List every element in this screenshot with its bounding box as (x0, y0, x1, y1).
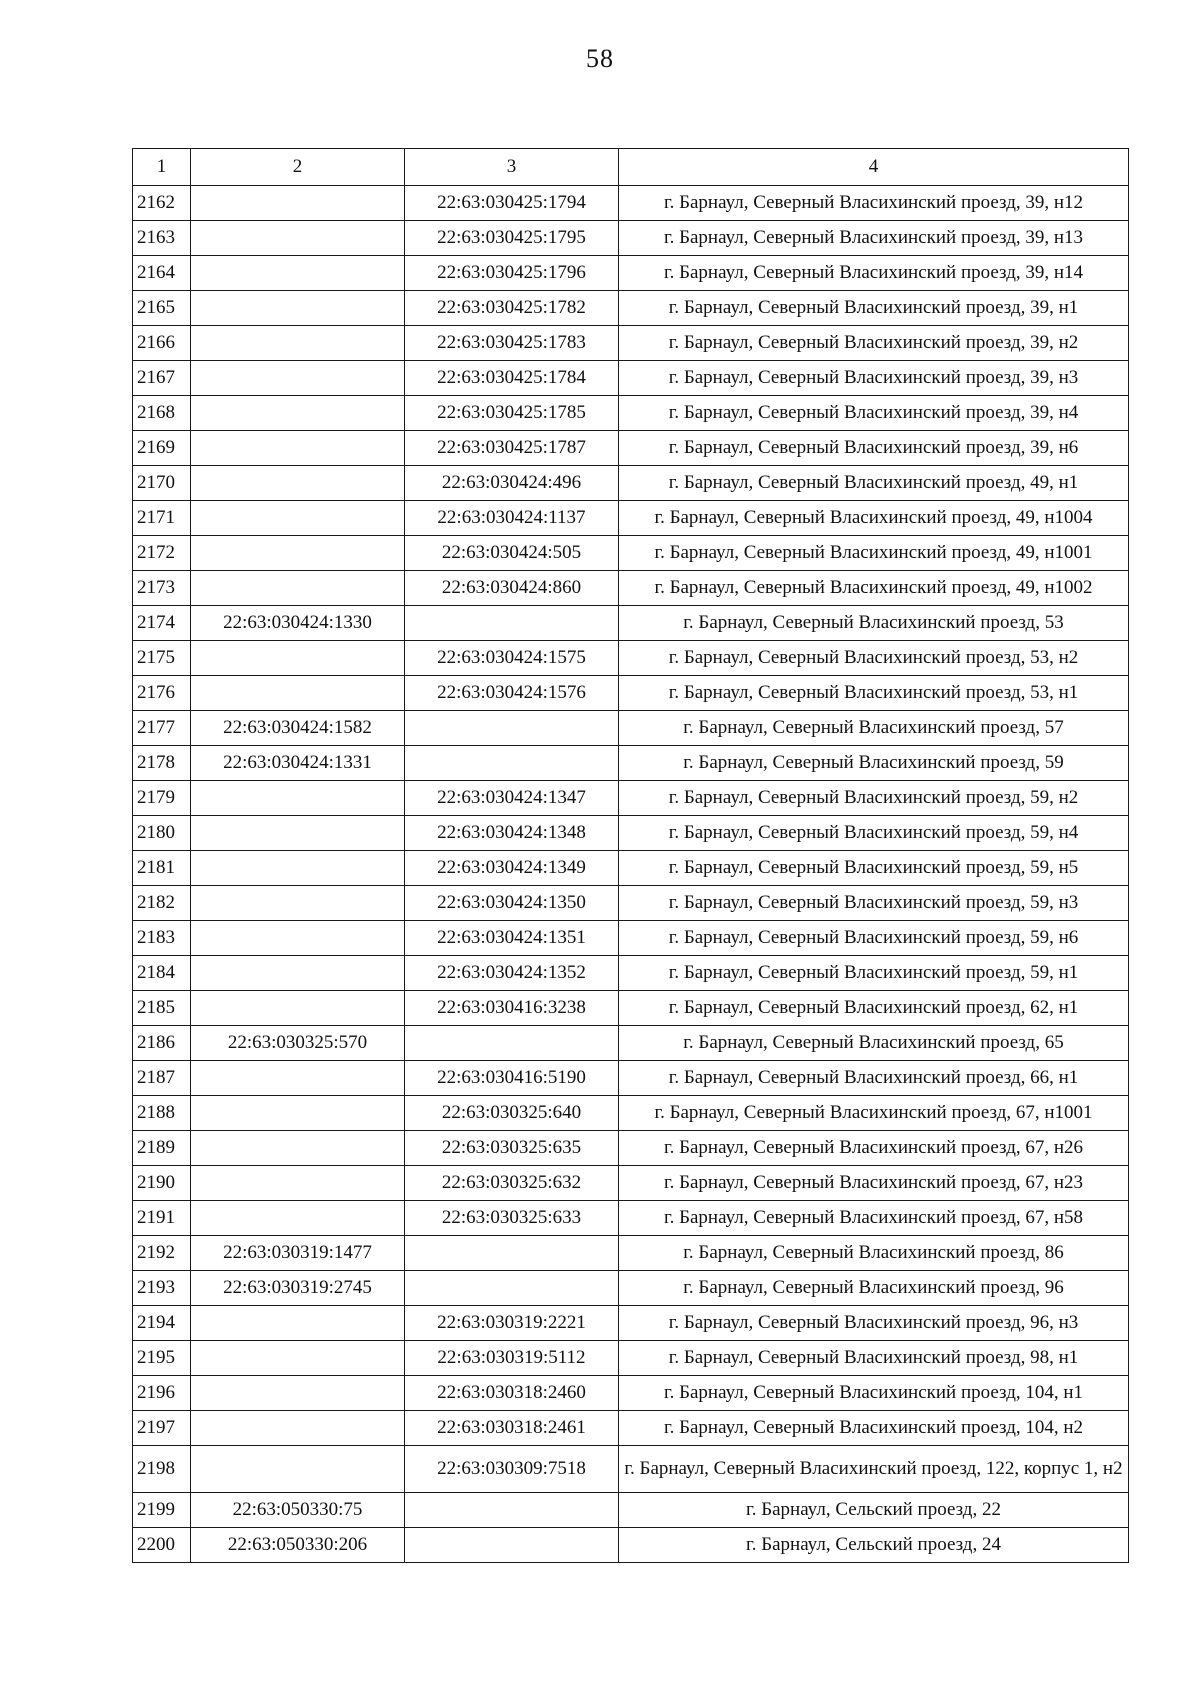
row-number-cell: 2177 (133, 711, 191, 746)
row-number-cell: 2190 (133, 1166, 191, 1201)
cadastral-number-cell (405, 746, 619, 781)
table-row (133, 1201, 1129, 1236)
cadastral-number-cell: 22:63:030325:635 (405, 1131, 619, 1166)
cadastral-number-cell (191, 501, 405, 536)
cadastral-number-cell: 22:63:030416:5190 (405, 1061, 619, 1096)
table-row (133, 921, 1129, 956)
cadastral-number-cell: 22:63:030424:1575 (405, 641, 619, 676)
table-row (133, 1096, 1129, 1131)
cadastral-number-cell (191, 851, 405, 886)
table-row (133, 1446, 1129, 1493)
cadastral-number-cell (191, 466, 405, 501)
address-cell: г. Барнаул, Северный Власихинский проезд, 59, н6 (619, 921, 1129, 956)
cadastral-number-cell (191, 676, 405, 711)
cadastral-number-cell (191, 921, 405, 956)
table-row (133, 746, 1129, 781)
table-row (133, 571, 1129, 606)
cadastral-number-cell: 22:63:030319:2221 (405, 1306, 619, 1341)
address-cell: г. Барнаул, Северный Власихинский проезд, 67, н26 (619, 1131, 1129, 1166)
row-number-cell: 2195 (133, 1341, 191, 1376)
address-cell: г. Барнаул, Северный Власихинский проезд, 67, н23 (619, 1166, 1129, 1201)
column-header: 1 (133, 149, 191, 186)
row-number-cell: 2178 (133, 746, 191, 781)
cadastral-number-cell: 22:63:030425:1784 (405, 361, 619, 396)
cadastral-number-cell: 22:63:030425:1783 (405, 326, 619, 361)
cadastral-number-cell (191, 816, 405, 851)
cadastral-number-cell: 22:63:030424:1348 (405, 816, 619, 851)
row-number-cell: 2194 (133, 1306, 191, 1341)
row-number-cell: 2167 (133, 361, 191, 396)
cadastral-number-cell (191, 1341, 405, 1376)
cadastral-number-cell (405, 1236, 619, 1271)
row-number-cell: 2174 (133, 606, 191, 641)
row-number-cell: 2164 (133, 256, 191, 291)
address-cell: г. Барнаул, Северный Власихинский проезд, 59, н3 (619, 886, 1129, 921)
address-cell: г. Барнаул, Северный Власихинский проезд, 49, н1 (619, 466, 1129, 501)
cadastral-number-cell (191, 571, 405, 606)
address-cell: г. Барнаул, Северный Власихинский проезд, 57 (619, 711, 1129, 746)
row-number-cell: 2165 (133, 291, 191, 326)
address-cell: г. Барнаул, Северный Власихинский проезд, 67, н58 (619, 1201, 1129, 1236)
table-row (133, 606, 1129, 641)
table-row (133, 641, 1129, 676)
cadastral-number-cell: 22:63:050330:75 (191, 1493, 405, 1528)
cadastral-number-cell: 22:63:030318:2460 (405, 1376, 619, 1411)
table-row (133, 1271, 1129, 1306)
cadastral-number-cell (191, 1166, 405, 1201)
cadastral-number-cell: 22:63:030424:1350 (405, 886, 619, 921)
table-row (133, 1131, 1129, 1166)
row-number-cell: 2193 (133, 1271, 191, 1306)
table-row (133, 991, 1129, 1026)
address-cell: г. Барнаул, Северный Власихинский проезд, 49, н1001 (619, 536, 1129, 571)
row-number-cell: 2187 (133, 1061, 191, 1096)
row-number-cell: 2185 (133, 991, 191, 1026)
cadastral-number-cell (191, 431, 405, 466)
address-cell: г. Барнаул, Северный Власихинский проезд, 66, н1 (619, 1061, 1129, 1096)
row-number-cell: 2170 (133, 466, 191, 501)
row-number-cell: 2186 (133, 1026, 191, 1061)
table-row (133, 851, 1129, 886)
address-cell: г. Барнаул, Северный Власихинский проезд, 59, н4 (619, 816, 1129, 851)
table-row (133, 186, 1129, 221)
row-number-cell: 2198 (133, 1446, 191, 1493)
registry-table (132, 148, 1129, 1563)
cadastral-number-cell (191, 221, 405, 256)
address-cell: г. Барнаул, Сельский проезд, 22 (619, 1493, 1129, 1528)
table-body (133, 186, 1129, 1563)
cadastral-number-cell (191, 1306, 405, 1341)
row-number-cell: 2196 (133, 1376, 191, 1411)
table-row (133, 676, 1129, 711)
cadastral-number-cell (405, 1026, 619, 1061)
cadastral-number-cell: 22:63:030424:1576 (405, 676, 619, 711)
row-number-cell: 2179 (133, 781, 191, 816)
cadastral-number-cell: 22:63:030425:1795 (405, 221, 619, 256)
table-row (133, 466, 1129, 501)
row-number-cell: 2200 (133, 1528, 191, 1563)
table-row (133, 1528, 1129, 1563)
cadastral-number-cell: 22:63:030325:632 (405, 1166, 619, 1201)
column-header: 4 (619, 149, 1129, 186)
table-row (133, 361, 1129, 396)
cadastral-number-cell: 22:63:030424:1137 (405, 501, 619, 536)
cadastral-number-cell (191, 1201, 405, 1236)
row-number-cell: 2163 (133, 221, 191, 256)
cadastral-number-cell: 22:63:030425:1782 (405, 291, 619, 326)
column-header: 2 (191, 149, 405, 186)
table-row (133, 956, 1129, 991)
address-cell: г. Барнаул, Северный Власихинский проезд, 62, н1 (619, 991, 1129, 1026)
row-number-cell: 2197 (133, 1411, 191, 1446)
cadastral-number-cell: 22:63:030325:570 (191, 1026, 405, 1061)
cadastral-number-cell: 22:63:030424:1351 (405, 921, 619, 956)
row-number-cell: 2192 (133, 1236, 191, 1271)
table-row (133, 816, 1129, 851)
cadastral-number-cell: 22:63:030425:1787 (405, 431, 619, 466)
table-row (133, 711, 1129, 746)
address-cell: г. Барнаул, Северный Власихинский проезд, 59 (619, 746, 1129, 781)
address-cell: г. Барнаул, Северный Власихинский проезд, 104, н1 (619, 1376, 1129, 1411)
address-cell: г. Барнаул, Северный Власихинский проезд, 96 (619, 1271, 1129, 1306)
row-number-cell: 2189 (133, 1131, 191, 1166)
cadastral-number-cell: 22:63:030424:505 (405, 536, 619, 571)
table-row (133, 1166, 1129, 1201)
address-cell: г. Барнаул, Северный Власихинский проезд, 59, н1 (619, 956, 1129, 991)
cadastral-number-cell: 22:63:030319:1477 (191, 1236, 405, 1271)
address-cell: г. Барнаул, Северный Власихинский проезд, 39, н12 (619, 186, 1129, 221)
address-cell: г. Барнаул, Сельский проезд, 24 (619, 1528, 1129, 1563)
cadastral-number-cell (405, 1493, 619, 1528)
cadastral-number-cell (191, 186, 405, 221)
cadastral-number-cell (405, 606, 619, 641)
address-cell: г. Барнаул, Северный Власихинский проезд, 65 (619, 1026, 1129, 1061)
row-number-cell: 2175 (133, 641, 191, 676)
cadastral-number-cell: 22:63:030424:1331 (191, 746, 405, 781)
cadastral-number-cell: 22:63:030325:633 (405, 1201, 619, 1236)
cadastral-number-cell: 22:63:030424:1330 (191, 606, 405, 641)
cadastral-number-cell (191, 991, 405, 1026)
table-row (133, 886, 1129, 921)
row-number-cell: 2181 (133, 851, 191, 886)
cadastral-number-cell: 22:63:050330:206 (191, 1528, 405, 1563)
cadastral-number-cell (405, 711, 619, 746)
address-cell: г. Барнаул, Северный Власихинский проезд, 122, корпус 1, н2 (619, 1446, 1129, 1493)
table-row (133, 1061, 1129, 1096)
cadastral-number-cell: 22:63:030325:640 (405, 1096, 619, 1131)
table-row (133, 501, 1129, 536)
cadastral-number-cell (191, 1446, 405, 1493)
address-cell: г. Барнаул, Северный Власихинский проезд, 98, н1 (619, 1341, 1129, 1376)
cadastral-number-cell: 22:63:030424:1352 (405, 956, 619, 991)
cadastral-number-cell (191, 536, 405, 571)
cadastral-number-cell: 22:63:030424:496 (405, 466, 619, 501)
cadastral-number-cell (191, 361, 405, 396)
cadastral-number-cell (191, 256, 405, 291)
table-row (133, 1026, 1129, 1061)
table-row (133, 1236, 1129, 1271)
table-row (133, 291, 1129, 326)
cadastral-number-cell: 22:63:030416:3238 (405, 991, 619, 1026)
cadastral-number-cell (191, 956, 405, 991)
cadastral-number-cell (405, 1528, 619, 1563)
cadastral-number-cell (191, 326, 405, 361)
cadastral-number-cell (191, 1061, 405, 1096)
cadastral-number-cell: 22:63:030319:2745 (191, 1271, 405, 1306)
cadastral-number-cell (191, 396, 405, 431)
address-cell: г. Барнаул, Северный Власихинский проезд, 53 (619, 606, 1129, 641)
row-number-cell: 2188 (133, 1096, 191, 1131)
header-row (133, 149, 1129, 186)
row-number-cell: 2180 (133, 816, 191, 851)
row-number-cell: 2199 (133, 1493, 191, 1528)
table-row (133, 431, 1129, 466)
row-number-cell: 2162 (133, 186, 191, 221)
cadastral-number-cell (191, 1131, 405, 1166)
row-number-cell: 2191 (133, 1201, 191, 1236)
address-cell: г. Барнаул, Северный Власихинский проезд, 39, н6 (619, 431, 1129, 466)
address-cell: г. Барнаул, Северный Власихинский проезд, 104, н2 (619, 1411, 1129, 1446)
table-row (133, 1341, 1129, 1376)
table-row (133, 256, 1129, 291)
address-cell: г. Барнаул, Северный Власихинский проезд, 96, н3 (619, 1306, 1129, 1341)
cadastral-number-cell: 22:63:030425:1785 (405, 396, 619, 431)
row-number-cell: 2183 (133, 921, 191, 956)
cadastral-number-cell: 22:63:030318:2461 (405, 1411, 619, 1446)
cadastral-number-cell (191, 781, 405, 816)
row-number-cell: 2182 (133, 886, 191, 921)
table-row (133, 781, 1129, 816)
table-row (133, 1411, 1129, 1446)
table-row (133, 221, 1129, 256)
address-cell: г. Барнаул, Северный Власихинский проезд, 53, н1 (619, 676, 1129, 711)
row-number-cell: 2171 (133, 501, 191, 536)
table-row (133, 536, 1129, 571)
cadastral-number-cell: 22:63:030424:1349 (405, 851, 619, 886)
column-header: 3 (405, 149, 619, 186)
row-number-cell: 2173 (133, 571, 191, 606)
cadastral-number-cell (191, 1411, 405, 1446)
table-row (133, 1493, 1129, 1528)
table-row (133, 326, 1129, 361)
table-row (133, 1306, 1129, 1341)
address-cell: г. Барнаул, Северный Власихинский проезд, 39, н14 (619, 256, 1129, 291)
address-cell: г. Барнаул, Северный Власихинский проезд, 39, н3 (619, 361, 1129, 396)
table-row (133, 396, 1129, 431)
cadastral-number-cell (405, 1271, 619, 1306)
cadastral-number-cell (191, 886, 405, 921)
row-number-cell: 2166 (133, 326, 191, 361)
cadastral-number-cell: 22:63:030424:860 (405, 571, 619, 606)
address-cell: г. Барнаул, Северный Власихинский проезд, 53, н2 (619, 641, 1129, 676)
cadastral-number-cell (191, 641, 405, 676)
cadastral-number-cell: 22:63:030425:1796 (405, 256, 619, 291)
page-number: 58 (586, 44, 614, 73)
address-cell: г. Барнаул, Северный Власихинский проезд, 49, н1004 (619, 501, 1129, 536)
cadastral-number-cell (191, 291, 405, 326)
address-cell: г. Барнаул, Северный Власихинский проезд, 39, н1 (619, 291, 1129, 326)
row-number-cell: 2169 (133, 431, 191, 466)
cadastral-number-cell (191, 1376, 405, 1411)
address-cell: г. Барнаул, Северный Власихинский проезд, 49, н1002 (619, 571, 1129, 606)
cadastral-number-cell: 22:63:030319:5112 (405, 1341, 619, 1376)
table-row (133, 1376, 1129, 1411)
address-cell: г. Барнаул, Северный Власихинский проезд, 39, н13 (619, 221, 1129, 256)
row-number-cell: 2172 (133, 536, 191, 571)
row-number-cell: 2184 (133, 956, 191, 991)
address-cell: г. Барнаул, Северный Власихинский проезд, 67, н1001 (619, 1096, 1129, 1131)
address-cell: г. Барнаул, Северный Власихинский проезд, 39, н4 (619, 396, 1129, 431)
cadastral-number-cell (191, 1096, 405, 1131)
address-cell: г. Барнаул, Северный Власихинский проезд, 39, н2 (619, 326, 1129, 361)
address-cell: г. Барнаул, Северный Власихинский проезд, 59, н2 (619, 781, 1129, 816)
cadastral-number-cell: 22:63:030424:1347 (405, 781, 619, 816)
address-cell: г. Барнаул, Северный Власихинский проезд, 86 (619, 1236, 1129, 1271)
row-number-cell: 2168 (133, 396, 191, 431)
row-number-cell: 2176 (133, 676, 191, 711)
cadastral-number-cell: 22:63:030425:1794 (405, 186, 619, 221)
cadastral-number-cell: 22:63:030309:7518 (405, 1446, 619, 1493)
cadastral-number-cell: 22:63:030424:1582 (191, 711, 405, 746)
address-cell: г. Барнаул, Северный Власихинский проезд, 59, н5 (619, 851, 1129, 886)
